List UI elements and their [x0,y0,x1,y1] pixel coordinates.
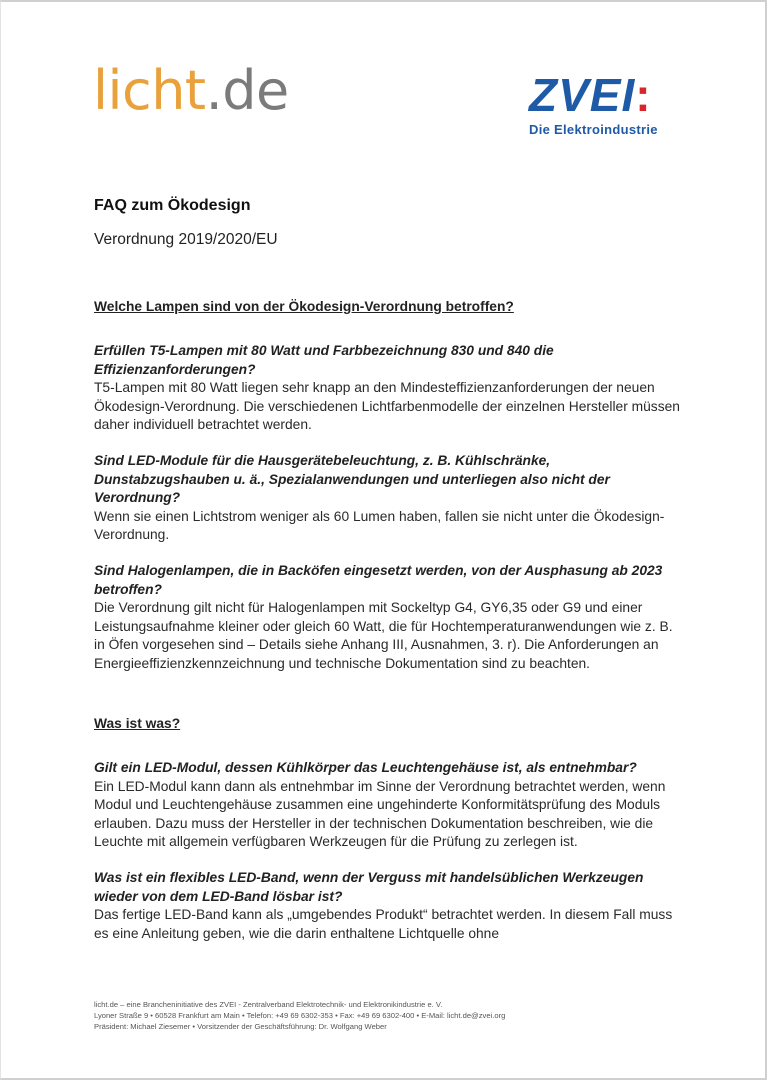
faq-question: Sind LED-Module für die Hausgerätebeleuchtung, z. B. Kühlschränke, Dunstabzugshauben u. ä., Spezialanwendungen und unterliegen also nicht der Verordnung? [94,453,610,506]
logo-licht-tld: .de [205,59,289,122]
section-heading: Welche Lampen sind von der Ökodesign-Verordnung betroffen? [94,299,514,314]
faq-answer: Das fertige LED-Band kann als „umgebendes Produkt“ betrachtet werden. In diesem Fall muss es eine Anleitung geben, wie die darin enthaltene Lichtquelle ohne [94,907,673,941]
faq-answer: Die Verordnung gilt nicht für Halogenlampen mit Sockeltyp G4, GY6,35 oder G9 und einer Leistungsaufnahme kleiner oder gleich 60 Watt, die für Hochtemperaturanwendungen wie z. B. in Öfen vorgesehen sind – Details siehe Anhang III, Ausnahmen, 3. r). Die Anforderungen an Energieeffizienzkennzeichnung und technische Dokumentation sind zu beachten. [94,600,673,671]
page-title: FAQ zum Ökodesign [94,197,251,214]
zvei-word: ZVEI [529,69,636,121]
logo-licht-word: licht [93,59,206,122]
footer-line: Lyoner Straße 9 • 60528 Frankfurt am Main • Telefon: +49 69 6302-353 • Fax: +49 69 6302-400 • E-Mail: licht.de@zvei.org [94,1011,506,1020]
footer-line: Präsident: Michael Ziesemer • Vorsitzender der Geschäftsführung: Dr. Wolfgang Weber [94,1022,387,1031]
zvei-tagline: Die Elektroindustrie [529,122,658,137]
faq-content [94,298,684,943]
section-heading: Was ist was? [94,715,181,731]
faq-question: Erfüllen T5-Lampen mit 80 Watt und Farbbezeichnung 830 und 840 die Effizienzanforderungen? [94,343,554,377]
faq-question: Sind Halogenlampen, die in Backöfen eingesetzt werden, von der Ausphasung ab 2023 betroffen? [94,563,663,597]
faq-question: Was ist ein flexibles LED-Band, wenn der Verguss mit handelsüblichen Werkzeugen wieder von dem LED-Band lösbar ist? [94,870,644,904]
zvei-logo [529,69,679,137]
footer-line: licht.de – eine Brancheninitiative des ZVEI - Zentralverband Elektrotechnik- und Elektronikindustrie e. V. [94,1000,443,1009]
licht-de-logo [93,59,289,122]
faq-answer: T5-Lampen mit 80 Watt liegen sehr knapp an den Mindesteffizienzanforderungen der neuen Ökodesign-Verordnung. Die verschiedenen Lichtfarbenmodelle der einzelnen Hersteller müssen daher individuell betrachtet werden. [94,380,680,433]
faq-question: Gilt ein LED-Modul, dessen Kühlkörper das Leuchtengehäuse ist, als entnehmbar? [94,760,637,776]
faq-answer: Wenn sie einen Lichtstrom weniger als 60 Lumen haben, fallen sie nicht unter die Ökodesign-Verordnung. [94,508,665,543]
page-footer [94,999,694,1032]
faq-answer: Ein LED-Modul kann dann als entnehmbar im Sinne der Verordnung betrachtet werden, wenn Modul und Leuchtengehäuse zusammen eine ungehinderte Konformitätsprüfung des Moduls erlauben. Dazu muss der Hersteller in der technischen Dokumentation beschreiben, wie die Leuchte mit allgemein verfügbaren Werkzeugen für die Prüfung zu zerlegen ist. [94,778,666,849]
page-subtitle: Verordnung 2019/2020/EU [94,231,278,248]
zvei-colon: : [635,69,652,121]
